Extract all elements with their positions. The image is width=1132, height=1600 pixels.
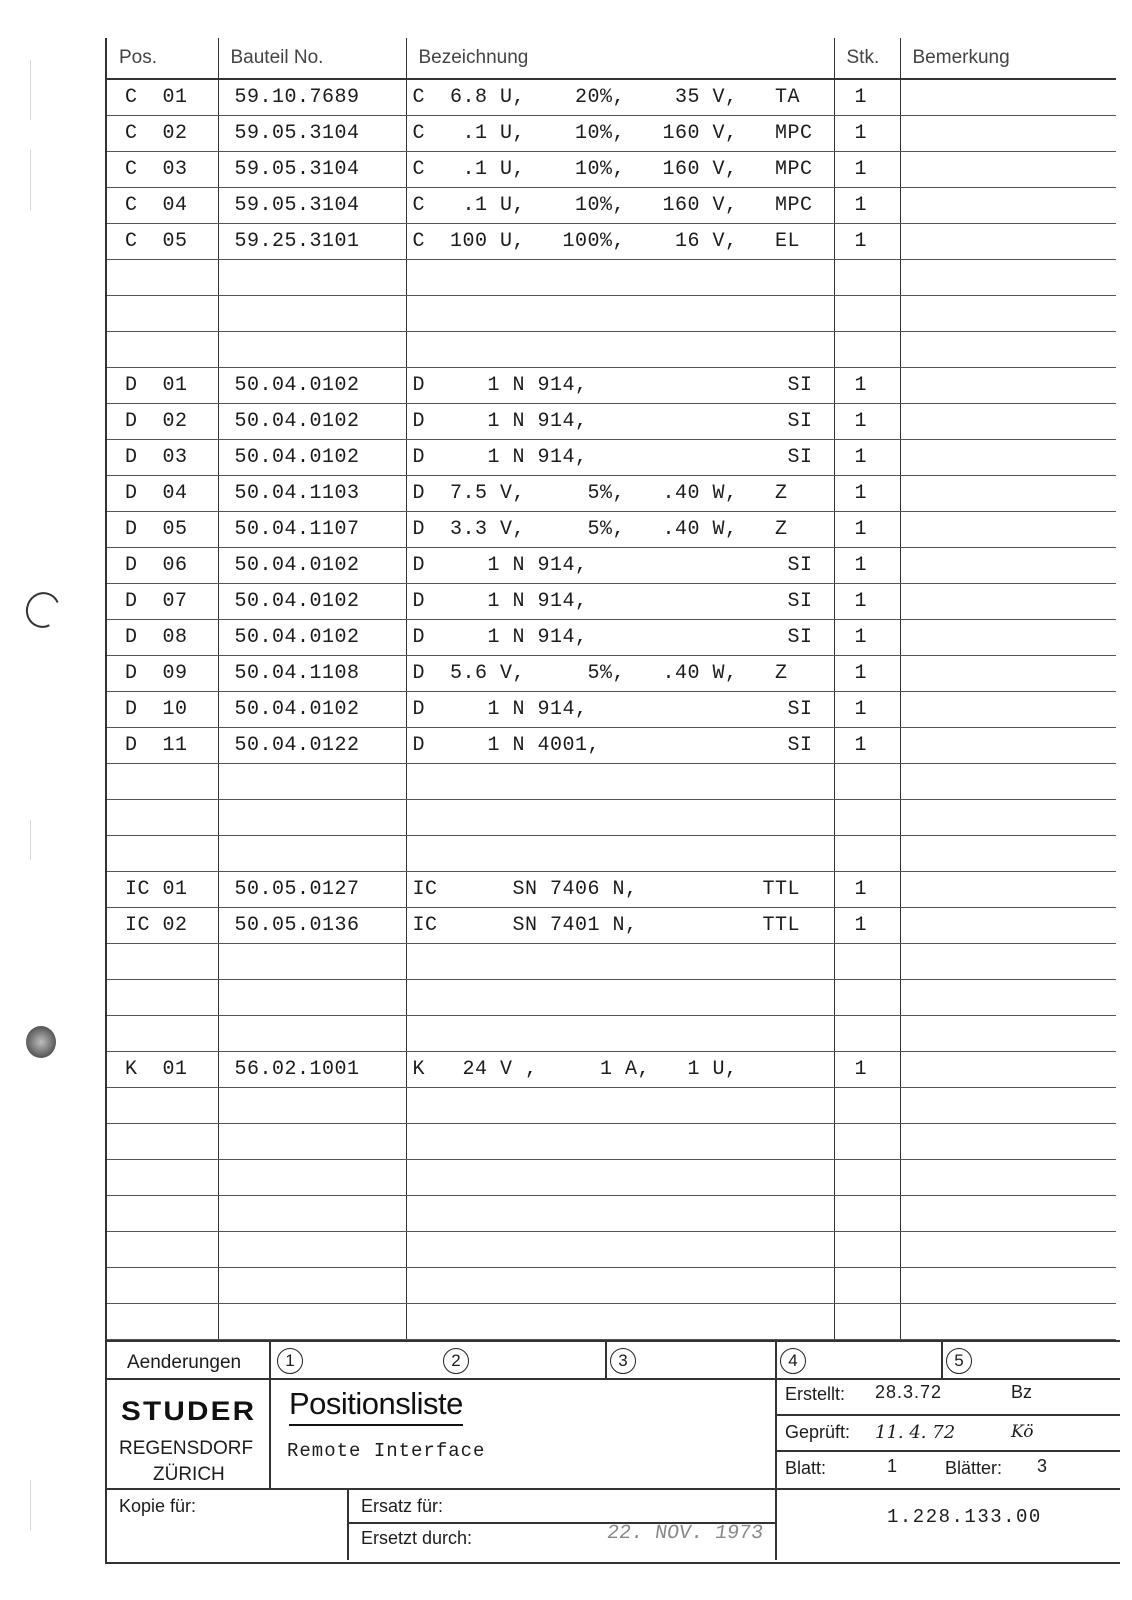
margin-mark — [30, 150, 31, 210]
cell-quantity: 1 — [834, 79, 900, 116]
cell-description: IC SN 7406 N, TTL — [406, 872, 834, 908]
cell-part-number: 50.04.0102 — [218, 548, 406, 584]
table-row — [106, 620, 1116, 656]
created-label: Erstellt: — [785, 1384, 846, 1404]
document-subtitle: Remote Interface — [287, 1440, 486, 1462]
cell-part-number: 59.05.3104 — [218, 116, 406, 152]
change-slot-3 — [610, 1348, 636, 1374]
divider — [941, 1342, 943, 1378]
cell-quantity: 1 — [834, 872, 900, 908]
cell-description — [406, 1088, 834, 1124]
cell-description: K 24 V , 1 A, 1 U, — [406, 1052, 834, 1088]
cell-position: D 03 — [106, 440, 218, 476]
table-row — [106, 512, 1116, 548]
cell-part-number: 50.04.0102 — [218, 620, 406, 656]
table-row — [106, 188, 1116, 224]
cell-remarks — [900, 1016, 1116, 1052]
cell-description — [406, 764, 834, 800]
cell-quantity: 1 — [834, 908, 900, 944]
table-row-empty — [106, 1016, 1116, 1052]
cell-quantity — [834, 1016, 900, 1052]
cell-description: D 7.5 V, 5%, .40 W, Z — [406, 476, 834, 512]
cell-quantity: 1 — [834, 440, 900, 476]
cell-quantity — [834, 836, 900, 872]
table-row — [106, 79, 1116, 116]
table-row — [106, 548, 1116, 584]
table-row — [106, 872, 1116, 908]
cell-quantity: 1 — [834, 656, 900, 692]
cell-part-number: 59.05.3104 — [218, 152, 406, 188]
cell-quantity — [834, 260, 900, 296]
cell-quantity — [834, 1124, 900, 1160]
table-row-empty — [106, 1196, 1116, 1232]
cell-remarks — [900, 332, 1116, 368]
checked-label: Geprüft: — [785, 1422, 851, 1442]
cell-position: C 03 — [106, 152, 218, 188]
cell-position: D 09 — [106, 656, 218, 692]
margin-mark — [30, 1480, 31, 1530]
cell-quantity — [834, 980, 900, 1016]
cell-description — [406, 980, 834, 1016]
title-block — [105, 1340, 1120, 1564]
document-title: Positionsliste — [289, 1386, 463, 1426]
cell-quantity — [834, 944, 900, 980]
cell-part-number — [218, 1016, 406, 1052]
cell-remarks — [900, 980, 1116, 1016]
cell-remarks — [900, 404, 1116, 440]
change-slot-2 — [443, 1348, 469, 1374]
change-marker: 2 — [443, 1348, 469, 1374]
cell-position — [106, 1160, 218, 1196]
cell-remarks — [900, 584, 1116, 620]
table-row-empty — [106, 332, 1116, 368]
cell-remarks — [900, 800, 1116, 836]
cell-position: D 11 — [106, 728, 218, 764]
cell-description: C .1 U, 10%, 160 V, MPC — [406, 152, 834, 188]
created-initials: Bz — [1011, 1382, 1033, 1402]
cell-part-number: 50.04.0102 — [218, 692, 406, 728]
cell-remarks — [900, 908, 1116, 944]
margin-mark — [30, 60, 31, 120]
cell-description: D 1 N 914, SI — [406, 692, 834, 728]
divider — [605, 1342, 607, 1378]
cell-part-number: 50.05.0127 — [218, 872, 406, 908]
cell-quantity: 1 — [834, 728, 900, 764]
cell-description: C 100 U, 100%, 16 V, EL — [406, 224, 834, 260]
cell-position: C 05 — [106, 224, 218, 260]
cell-part-number — [218, 1196, 406, 1232]
table-row — [106, 152, 1116, 188]
table-row-empty — [106, 296, 1116, 332]
cell-remarks — [900, 368, 1116, 404]
cell-part-number — [218, 980, 406, 1016]
replaced-by-label: Ersetzt durch: — [361, 1528, 473, 1548]
cell-position: D 08 — [106, 620, 218, 656]
cell-quantity — [834, 764, 900, 800]
table-row — [106, 1052, 1116, 1088]
sheet-value: 1 — [887, 1456, 898, 1476]
cell-quantity: 1 — [834, 1052, 900, 1088]
cell-quantity: 1 — [834, 116, 900, 152]
cell-remarks — [900, 1268, 1116, 1304]
cell-position: D 02 — [106, 404, 218, 440]
cell-description: C 6.8 U, 20%, 35 V, TA — [406, 79, 834, 116]
cell-part-number: 50.04.0102 — [218, 404, 406, 440]
cell-part-number: 50.04.0122 — [218, 728, 406, 764]
table-row-empty — [106, 1124, 1116, 1160]
cell-position — [106, 1196, 218, 1232]
cell-remarks — [900, 79, 1116, 116]
cell-position — [106, 980, 218, 1016]
cell-part-number: 50.04.1108 — [218, 656, 406, 692]
cell-quantity: 1 — [834, 512, 900, 548]
table-row-empty — [106, 1232, 1116, 1268]
cell-quantity: 1 — [834, 404, 900, 440]
cell-position — [106, 944, 218, 980]
cell-part-number: 59.05.3104 — [218, 188, 406, 224]
cell-quantity — [834, 1196, 900, 1232]
cell-remarks — [900, 1232, 1116, 1268]
changes-label: Aenderungen — [127, 1352, 242, 1373]
cell-part-number: 50.05.0136 — [218, 908, 406, 944]
cell-part-number — [218, 944, 406, 980]
cell-description — [406, 260, 834, 296]
company-city-line-2: ZÜRICH — [153, 1464, 225, 1485]
divider — [107, 1378, 1120, 1380]
cell-part-number — [218, 836, 406, 872]
change-marker: 3 — [610, 1348, 636, 1374]
cell-description: D 1 N 914, SI — [406, 368, 834, 404]
cell-description — [406, 1232, 834, 1268]
cell-quantity: 1 — [834, 548, 900, 584]
cell-position: C 04 — [106, 188, 218, 224]
cell-description — [406, 1160, 834, 1196]
cell-position: D 04 — [106, 476, 218, 512]
column-header-description: Bezeichnung — [406, 38, 834, 79]
divider — [775, 1450, 1120, 1452]
cell-remarks — [900, 548, 1116, 584]
cell-remarks — [900, 296, 1116, 332]
cell-remarks — [900, 440, 1116, 476]
cell-quantity: 1 — [834, 476, 900, 512]
sheets-label: Blätter: — [945, 1458, 1003, 1478]
cell-remarks — [900, 656, 1116, 692]
cell-quantity — [834, 332, 900, 368]
cell-quantity: 1 — [834, 224, 900, 260]
document-number: 1.228.133.00 — [887, 1506, 1042, 1528]
company-city-line-1: REGENSDORF — [119, 1438, 254, 1459]
cell-part-number — [218, 1124, 406, 1160]
cell-position: D 06 — [106, 548, 218, 584]
cell-description: C .1 U, 10%, 160 V, MPC — [406, 188, 834, 224]
cell-quantity — [834, 296, 900, 332]
table-row-empty — [106, 764, 1116, 800]
checked-date: 11. 4. 72 — [875, 1422, 956, 1443]
replaced-by-date-stamp: 22. NOV. 1973 — [605, 1522, 765, 1545]
cell-position: IC 02 — [106, 908, 218, 944]
cell-quantity: 1 — [834, 152, 900, 188]
cell-quantity: 1 — [834, 368, 900, 404]
cell-part-number — [218, 1304, 406, 1340]
punch-hole-top — [21, 587, 65, 632]
cell-position — [106, 260, 218, 296]
cell-position — [106, 1304, 218, 1340]
table-header-row — [106, 38, 1116, 79]
checked-initials: Kö — [1011, 1422, 1034, 1442]
cell-description — [406, 1124, 834, 1160]
divider — [775, 1414, 1120, 1416]
cell-remarks — [900, 1088, 1116, 1124]
cell-quantity: 1 — [834, 620, 900, 656]
cell-remarks — [900, 944, 1116, 980]
cell-position — [106, 836, 218, 872]
cell-position: C 01 — [106, 79, 218, 116]
cell-remarks — [900, 476, 1116, 512]
cell-part-number: 59.25.3101 — [218, 224, 406, 260]
cell-description: D 1 N 4001, SI — [406, 728, 834, 764]
change-slot-4 — [780, 1348, 806, 1374]
copy-for-label: Kopie für: — [119, 1496, 197, 1516]
replacement-for-label: Ersatz für: — [361, 1496, 444, 1516]
column-header-quantity: Stk. — [834, 38, 900, 79]
table-row — [106, 476, 1116, 512]
cell-part-number — [218, 260, 406, 296]
column-header-pos: Pos. — [106, 38, 218, 79]
cell-position: D 05 — [106, 512, 218, 548]
table-row-empty — [106, 1268, 1116, 1304]
cell-position — [106, 1088, 218, 1124]
cell-description: IC SN 7401 N, TTL — [406, 908, 834, 944]
sheet-label: Blatt: — [785, 1458, 827, 1478]
column-header-remarks: Bemerkung — [900, 38, 1116, 79]
cell-remarks — [900, 224, 1116, 260]
table-row — [106, 692, 1116, 728]
table-row-empty — [106, 836, 1116, 872]
cell-position — [106, 1124, 218, 1160]
created-date: 28.3.72 — [875, 1382, 943, 1402]
cell-quantity — [834, 1268, 900, 1304]
table-row-empty — [106, 800, 1116, 836]
cell-description — [406, 836, 834, 872]
cell-description: D 1 N 914, SI — [406, 620, 834, 656]
cell-remarks — [900, 872, 1116, 908]
cell-quantity — [834, 800, 900, 836]
table-row — [106, 908, 1116, 944]
cell-description — [406, 1268, 834, 1304]
table-row — [106, 404, 1116, 440]
cell-quantity — [834, 1304, 900, 1340]
cell-description — [406, 296, 834, 332]
cell-position: D 07 — [106, 584, 218, 620]
change-slot-1 — [277, 1348, 303, 1374]
table-row-empty — [106, 980, 1116, 1016]
cell-position: C 02 — [106, 116, 218, 152]
cell-part-number: 50.04.0102 — [218, 440, 406, 476]
parts-table — [105, 38, 1116, 1340]
cell-position — [106, 764, 218, 800]
table-row — [106, 116, 1116, 152]
cell-remarks — [900, 1052, 1116, 1088]
cell-quantity: 1 — [834, 188, 900, 224]
cell-part-number — [218, 332, 406, 368]
cell-description — [406, 1304, 834, 1340]
cell-description: D 3.3 V, 5%, .40 W, Z — [406, 512, 834, 548]
cell-description — [406, 1196, 834, 1232]
table-row-empty — [106, 944, 1116, 980]
cell-part-number: 59.10.7689 — [218, 79, 406, 116]
cell-quantity — [834, 1160, 900, 1196]
cell-position — [106, 800, 218, 836]
cell-part-number — [218, 1268, 406, 1304]
sheets-value: 3 — [1037, 1456, 1048, 1476]
divider — [107, 1488, 1120, 1490]
cell-part-number: 50.04.0102 — [218, 368, 406, 404]
cell-remarks — [900, 1196, 1116, 1232]
cell-description — [406, 1016, 834, 1052]
cell-description: D 1 N 914, SI — [406, 548, 834, 584]
cell-part-number — [218, 296, 406, 332]
cell-position — [106, 332, 218, 368]
cell-remarks — [900, 728, 1116, 764]
punch-hole-bottom — [26, 1026, 56, 1058]
cell-part-number — [218, 764, 406, 800]
table-row — [106, 656, 1116, 692]
cell-remarks — [900, 116, 1116, 152]
cell-quantity — [834, 1232, 900, 1268]
table-row-empty — [106, 1304, 1116, 1340]
cell-quantity: 1 — [834, 692, 900, 728]
table-row — [106, 224, 1116, 260]
cell-remarks — [900, 764, 1116, 800]
table-row — [106, 440, 1116, 476]
cell-description: C .1 U, 10%, 160 V, MPC — [406, 116, 834, 152]
margin-mark — [30, 820, 31, 860]
cell-part-number — [218, 1232, 406, 1268]
cell-description: D 1 N 914, SI — [406, 404, 834, 440]
table-row — [106, 728, 1116, 764]
cell-part-number — [218, 1160, 406, 1196]
table-row-empty — [106, 260, 1116, 296]
cell-position — [106, 1268, 218, 1304]
table-row — [106, 368, 1116, 404]
cell-position — [106, 1232, 218, 1268]
cell-description: D 5.6 V, 5%, .40 W, Z — [406, 656, 834, 692]
cell-description — [406, 944, 834, 980]
parts-table-body — [106, 79, 1116, 1340]
cell-quantity — [834, 1088, 900, 1124]
cell-remarks — [900, 260, 1116, 296]
cell-position: D 10 — [106, 692, 218, 728]
cell-position: K 01 — [106, 1052, 218, 1088]
table-row-empty — [106, 1088, 1116, 1124]
cell-remarks — [900, 188, 1116, 224]
cell-position — [106, 1016, 218, 1052]
cell-part-number: 50.04.1107 — [218, 512, 406, 548]
change-marker: 5 — [946, 1348, 972, 1374]
cell-description — [406, 800, 834, 836]
cell-part-number — [218, 1088, 406, 1124]
company-logo: STUDER — [121, 1396, 257, 1426]
change-marker: 1 — [277, 1348, 303, 1374]
cell-remarks — [900, 1160, 1116, 1196]
column-header-part-no: Bauteil No. — [218, 38, 406, 79]
cell-remarks — [900, 620, 1116, 656]
cell-position — [106, 296, 218, 332]
cell-part-number: 56.02.1001 — [218, 1052, 406, 1088]
cell-description — [406, 332, 834, 368]
change-marker: 4 — [780, 1348, 806, 1374]
cell-remarks — [900, 152, 1116, 188]
cell-description: D 1 N 914, SI — [406, 584, 834, 620]
cell-remarks — [900, 692, 1116, 728]
table-row-empty — [106, 1160, 1116, 1196]
cell-remarks — [900, 1304, 1116, 1340]
change-slot-5 — [946, 1348, 972, 1374]
cell-remarks — [900, 512, 1116, 548]
cell-remarks — [900, 836, 1116, 872]
cell-position: IC 01 — [106, 872, 218, 908]
divider — [269, 1342, 271, 1488]
cell-part-number: 50.04.1103 — [218, 476, 406, 512]
divider — [347, 1488, 349, 1560]
table-row — [106, 584, 1116, 620]
cell-part-number — [218, 800, 406, 836]
cell-description: D 1 N 914, SI — [406, 440, 834, 476]
cell-quantity: 1 — [834, 584, 900, 620]
cell-part-number: 50.04.0102 — [218, 584, 406, 620]
cell-remarks — [900, 1124, 1116, 1160]
cell-position: D 01 — [106, 368, 218, 404]
